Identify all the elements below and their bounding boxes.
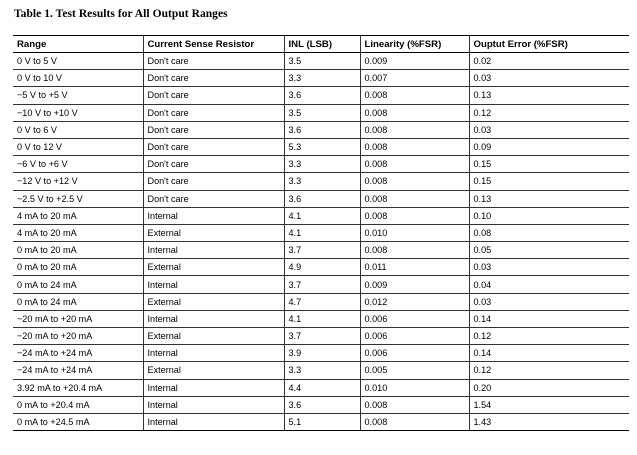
output-error-cell: 1.43 <box>469 413 629 430</box>
table-row <box>13 70 629 87</box>
inl-cell: 5.1 <box>284 413 360 430</box>
output-error-cell: 0.04 <box>469 276 629 293</box>
inl-cell: 3.6 <box>284 87 360 104</box>
output-error-cell: 0.12 <box>469 362 629 379</box>
linearity-cell: 0.008 <box>360 104 469 121</box>
linearity-cell: 0.012 <box>360 293 469 310</box>
column-header-output-error: Ouptut Error (%FSR) <box>469 36 629 53</box>
linearity-cell: 0.009 <box>360 53 469 70</box>
table-row <box>13 362 629 379</box>
output-error-cell: 0.05 <box>469 242 629 259</box>
output-error-cell: 0.14 <box>469 310 629 327</box>
output-error-cell: 0.13 <box>469 190 629 207</box>
linearity-cell: 0.006 <box>360 345 469 362</box>
sense-resistor-cell: Internal <box>143 396 284 413</box>
table-row <box>13 173 629 190</box>
table-row <box>13 276 629 293</box>
table-header-row <box>13 36 629 53</box>
inl-cell: 3.7 <box>284 328 360 345</box>
linearity-cell: 0.008 <box>360 87 469 104</box>
table-row <box>13 293 629 310</box>
column-header-inl: INL (LSB) <box>284 36 360 53</box>
table-row <box>13 224 629 241</box>
range-cell: 0 V to 5 V <box>13 53 143 70</box>
sense-resistor-cell: Don't care <box>143 121 284 138</box>
linearity-cell: 0.006 <box>360 328 469 345</box>
range-cell: 0 mA to +24.5 mA <box>13 413 143 430</box>
table-body <box>13 53 629 431</box>
output-error-cell: 0.20 <box>469 379 629 396</box>
linearity-cell: 0.008 <box>360 242 469 259</box>
inl-cell: 3.7 <box>284 276 360 293</box>
linearity-cell: 0.011 <box>360 259 469 276</box>
output-error-cell: 0.15 <box>469 173 629 190</box>
inl-cell: 3.3 <box>284 156 360 173</box>
range-cell: −24 mA to +24 mA <box>13 362 143 379</box>
range-cell: −5 V to +5 V <box>13 87 143 104</box>
linearity-cell: 0.006 <box>360 310 469 327</box>
range-cell: 0 mA to 20 mA <box>13 242 143 259</box>
range-cell: 0 V to 12 V <box>13 138 143 155</box>
linearity-cell: 0.008 <box>360 173 469 190</box>
sense-resistor-cell: External <box>143 293 284 310</box>
results-table <box>13 35 629 431</box>
output-error-cell: 0.08 <box>469 224 629 241</box>
range-cell: 0 mA to +20.4 mA <box>13 396 143 413</box>
output-error-cell: 0.03 <box>469 259 629 276</box>
inl-cell: 3.5 <box>284 53 360 70</box>
column-header-range: Range <box>13 36 143 53</box>
linearity-cell: 0.007 <box>360 70 469 87</box>
table-row <box>13 87 629 104</box>
inl-cell: 4.7 <box>284 293 360 310</box>
linearity-cell: 0.008 <box>360 121 469 138</box>
output-error-cell: 0.10 <box>469 207 629 224</box>
range-cell: 3.92 mA to +20.4 mA <box>13 379 143 396</box>
table-row <box>13 345 629 362</box>
sense-resistor-cell: External <box>143 328 284 345</box>
sense-resistor-cell: Don't care <box>143 70 284 87</box>
output-error-cell: 0.03 <box>469 121 629 138</box>
sense-resistor-cell: Internal <box>143 207 284 224</box>
range-cell: −12 V to +12 V <box>13 173 143 190</box>
range-cell: −6 V to +6 V <box>13 156 143 173</box>
output-error-cell: 1.54 <box>469 396 629 413</box>
inl-cell: 4.9 <box>284 259 360 276</box>
range-cell: 0 V to 6 V <box>13 121 143 138</box>
inl-cell: 3.6 <box>284 396 360 413</box>
range-cell: −24 mA to +24 mA <box>13 345 143 362</box>
table-row <box>13 259 629 276</box>
inl-cell: 3.7 <box>284 242 360 259</box>
linearity-cell: 0.009 <box>360 276 469 293</box>
table-row <box>13 207 629 224</box>
sense-resistor-cell: Internal <box>143 242 284 259</box>
sense-resistor-cell: Internal <box>143 345 284 362</box>
inl-cell: 4.1 <box>284 224 360 241</box>
sense-resistor-cell: Don't care <box>143 138 284 155</box>
table-row <box>13 379 629 396</box>
table-row <box>13 53 629 70</box>
table-row <box>13 242 629 259</box>
column-header-current-sense-resistor: Current Sense Resistor <box>143 36 284 53</box>
inl-cell: 3.3 <box>284 362 360 379</box>
table-row <box>13 396 629 413</box>
range-cell: 4 mA to 20 mA <box>13 207 143 224</box>
output-error-cell: 0.12 <box>469 328 629 345</box>
inl-cell: 3.3 <box>284 173 360 190</box>
linearity-cell: 0.008 <box>360 207 469 224</box>
inl-cell: 5.3 <box>284 138 360 155</box>
linearity-cell: 0.008 <box>360 413 469 430</box>
inl-cell: 3.3 <box>284 70 360 87</box>
range-cell: 0 mA to 24 mA <box>13 293 143 310</box>
sense-resistor-cell: Don't care <box>143 87 284 104</box>
linearity-cell: 0.010 <box>360 379 469 396</box>
range-cell: 0 mA to 24 mA <box>13 276 143 293</box>
linearity-cell: 0.008 <box>360 156 469 173</box>
inl-cell: 3.9 <box>284 345 360 362</box>
sense-resistor-cell: Don't care <box>143 173 284 190</box>
linearity-cell: 0.008 <box>360 190 469 207</box>
range-cell: −20 mA to +20 mA <box>13 328 143 345</box>
output-error-cell: 0.15 <box>469 156 629 173</box>
sense-resistor-cell: Don't care <box>143 156 284 173</box>
output-error-cell: 0.03 <box>469 293 629 310</box>
linearity-cell: 0.008 <box>360 396 469 413</box>
output-error-cell: 0.03 <box>469 70 629 87</box>
sense-resistor-cell: External <box>143 259 284 276</box>
table-row <box>13 121 629 138</box>
sense-resistor-cell: Internal <box>143 379 284 396</box>
output-error-cell: 0.12 <box>469 104 629 121</box>
range-cell: 0 mA to 20 mA <box>13 259 143 276</box>
sense-resistor-cell: Internal <box>143 310 284 327</box>
range-cell: 0 V to 10 V <box>13 70 143 87</box>
sense-resistor-cell: Don't care <box>143 190 284 207</box>
sense-resistor-cell: External <box>143 362 284 379</box>
table-row <box>13 413 629 430</box>
table-row <box>13 138 629 155</box>
linearity-cell: 0.005 <box>360 362 469 379</box>
table-row <box>13 328 629 345</box>
range-cell: −20 mA to +20 mA <box>13 310 143 327</box>
inl-cell: 4.4 <box>284 379 360 396</box>
table-row <box>13 104 629 121</box>
table-row <box>13 190 629 207</box>
inl-cell: 3.6 <box>284 190 360 207</box>
inl-cell: 3.6 <box>284 121 360 138</box>
output-error-cell: 0.09 <box>469 138 629 155</box>
linearity-cell: 0.008 <box>360 138 469 155</box>
inl-cell: 4.1 <box>284 310 360 327</box>
table-row <box>13 310 629 327</box>
table-caption: Table 1. Test Results for All Output Ranges <box>14 8 228 20</box>
output-error-cell: 0.02 <box>469 53 629 70</box>
table-row <box>13 156 629 173</box>
range-cell: −10 V to +10 V <box>13 104 143 121</box>
column-header-linearity: Linearity (%FSR) <box>360 36 469 53</box>
sense-resistor-cell: Don't care <box>143 104 284 121</box>
sense-resistor-cell: External <box>143 224 284 241</box>
range-cell: −2.5 V to +2.5 V <box>13 190 143 207</box>
linearity-cell: 0.010 <box>360 224 469 241</box>
sense-resistor-cell: Don't care <box>143 53 284 70</box>
output-error-cell: 0.14 <box>469 345 629 362</box>
output-error-cell: 0.13 <box>469 87 629 104</box>
sense-resistor-cell: Internal <box>143 276 284 293</box>
inl-cell: 3.5 <box>284 104 360 121</box>
inl-cell: 4.1 <box>284 207 360 224</box>
range-cell: 4 mA to 20 mA <box>13 224 143 241</box>
sense-resistor-cell: Internal <box>143 413 284 430</box>
